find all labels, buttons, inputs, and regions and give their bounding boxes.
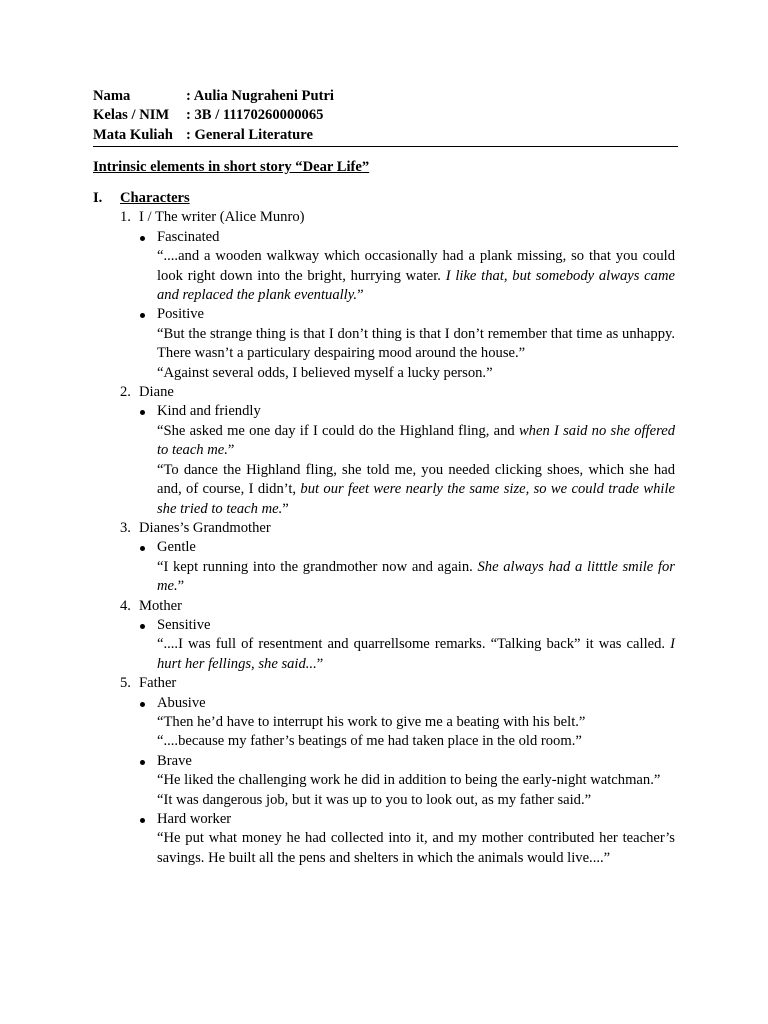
header-divider — [93, 146, 678, 147]
trait-item — [139, 305, 675, 383]
trait-item — [139, 538, 675, 596]
quote-segment: “She asked me one day if I could do the Highland fling, and — [157, 422, 519, 439]
character-number: 1. — [120, 209, 131, 226]
header-value: : 3B / 11170260000065 — [186, 107, 324, 124]
quote-segment: ” — [227, 442, 235, 459]
trait-heading — [139, 228, 675, 247]
section-title: Characters — [120, 190, 190, 206]
header-key: Mata Kuliah — [93, 126, 173, 143]
trait-item — [139, 228, 675, 306]
bullet-icon — [139, 694, 157, 713]
character-number: 3. — [120, 519, 131, 536]
character-heading — [120, 519, 675, 538]
trait-item — [139, 752, 675, 810]
character-heading — [120, 208, 675, 227]
quote-text — [157, 732, 675, 751]
trait-label: Sensitive — [157, 616, 211, 633]
trait-label: Brave — [157, 752, 192, 769]
trait-heading — [139, 752, 675, 771]
character-heading — [120, 383, 675, 402]
quote-segment: ” — [316, 655, 324, 672]
quote-segment: ” — [357, 287, 364, 304]
quote-segment: “....and a wooden walkway which occasionally had a plank missing, so that you could look right down into the bright, hurrying water. — [157, 248, 675, 284]
trait-item — [139, 694, 675, 752]
quote-text — [157, 364, 675, 383]
quote-segment: “I kept running into the grandmother now and again. — [157, 558, 478, 575]
character-heading — [120, 674, 675, 693]
section-number: I. — [93, 190, 103, 206]
quote-emphasis: when I said no she offered to teach me. — [157, 422, 676, 459]
bullet-icon — [139, 305, 157, 324]
character-heading — [120, 597, 675, 616]
character-name: I / The writer (Alice Munro) — [139, 209, 305, 226]
character-name: Mother — [139, 597, 182, 614]
bullet-icon — [139, 538, 157, 557]
quote-segment: “Against several odds, I believed myself a lucky person.” — [157, 364, 493, 381]
quote-emphasis: I hurt her fellings, she said... — [157, 636, 675, 672]
trait-label: Hard worker — [157, 811, 232, 827]
trait-label: Fascinated — [157, 228, 220, 245]
character-item — [120, 597, 675, 675]
quote-text — [157, 325, 675, 364]
bullet-icon — [139, 616, 157, 635]
trait-label: Abusive — [157, 694, 206, 711]
header-key: Nama — [93, 88, 131, 104]
quote-text — [157, 422, 675, 461]
header-row-class — [93, 106, 334, 125]
quote-text — [157, 829, 675, 868]
trait-item — [139, 616, 675, 674]
trait-heading — [139, 402, 675, 421]
quote-segment: “But the strange thing is that I don’t thing is that I don’t remember that time as unhappy. There wasn’t a particulary despairing mood around the house.” — [157, 325, 675, 362]
quote-segment: “....I was full of resentment and quarrellsome remarks. “Talking back” it was called. — [157, 636, 671, 653]
quote-segment: “He liked the challenging work he did in addition to being the early-night watchman.” — [157, 772, 661, 789]
trait-item — [139, 810, 675, 868]
bullet-icon — [139, 752, 157, 771]
header-value: : General Literature — [186, 126, 313, 143]
character-number: 4. — [120, 597, 131, 614]
character-item — [120, 519, 675, 597]
characters-section — [93, 189, 675, 868]
quote-emphasis: She always had a litttle smile for me. — [157, 558, 675, 595]
header-row-name — [93, 87, 334, 106]
quote-text — [157, 461, 675, 519]
quote-text — [157, 791, 675, 810]
character-name: Dianes’s Grandmother — [139, 519, 271, 536]
character-number: 5. — [120, 675, 131, 692]
character-list — [93, 208, 675, 868]
quote-segment: “Then he’d have to interrupt his work to give me a beating with his belt.” — [157, 713, 586, 730]
quote-emphasis: I like that, but somebody always came and replaced the plank eventually. — [157, 267, 675, 304]
document-title: Intrinsic elements in short story “Dear Life” — [93, 159, 370, 175]
character-item — [120, 383, 675, 519]
character-name: Father — [139, 675, 177, 692]
student-info-header — [93, 87, 334, 145]
quote-segment: “To dance the Highland fling, she told me, you needed clicking shoes, which she had and, of course, I didn’t, — [157, 461, 675, 498]
quote-segment: ” — [282, 500, 289, 517]
character-item — [120, 208, 675, 383]
quote-text — [157, 247, 675, 305]
character-name: Diane — [139, 384, 174, 401]
trait-heading — [139, 538, 675, 557]
header-key: Kelas / NIM — [93, 107, 170, 124]
quote-text — [157, 771, 675, 790]
trait-heading — [139, 694, 675, 713]
bullet-icon — [139, 402, 157, 421]
quote-text — [157, 713, 675, 732]
trait-label: Kind and friendly — [157, 403, 261, 420]
quote-text — [157, 635, 675, 674]
quote-segment: “....because my father’s beatings of me had taken place in the old room.” — [157, 733, 582, 750]
quote-emphasis: but our feet were nearly the same size, so we could trade while she tried to teach me. — [157, 481, 675, 517]
character-number: 2. — [120, 384, 131, 401]
trait-label: Positive — [157, 306, 205, 323]
quote-segment: ” — [177, 578, 185, 595]
header-value: : Aulia Nugraheni Putri — [186, 88, 334, 104]
trait-label: Gentle — [157, 539, 196, 556]
section-heading — [93, 189, 675, 208]
trait-item — [139, 402, 675, 518]
quote-segment: “He put what money he had collected into it, and my mother contributed her teacher’s savings. He built all the pens and shelters in which the animals would live....” — [157, 830, 675, 866]
trait-heading — [139, 616, 675, 635]
quote-text — [157, 558, 675, 597]
bullet-icon — [139, 810, 157, 829]
trait-heading — [139, 810, 675, 829]
trait-heading — [139, 305, 675, 324]
quote-segment: “It was dangerous job, but it was up to you to look out, as my father said.” — [157, 791, 592, 808]
header-row-course — [93, 126, 334, 145]
character-item — [120, 674, 675, 868]
bullet-icon — [139, 228, 157, 247]
